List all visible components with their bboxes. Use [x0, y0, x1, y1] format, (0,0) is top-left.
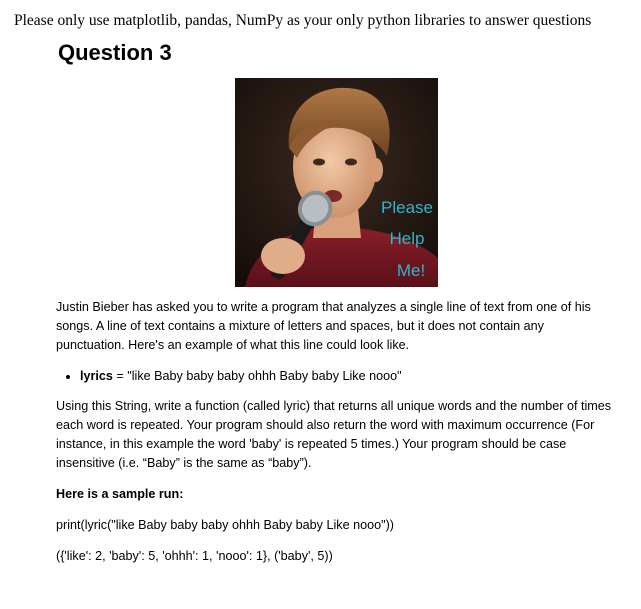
overlay-line-1: Please	[381, 198, 433, 217]
overlay-line-3: Me!	[396, 261, 426, 280]
overlay-line-2: Help	[389, 229, 425, 248]
task-paragraph: Using this String, write a function (called lyric) that returns all unique words and the number of times each word is repeated. Your program should also return the word with maximum occurrence (For instance, in this example the word 'baby' is repeated 5 times.) Your program should be case insensitive (i.e. “Baby” is the same as “baby”).	[56, 399, 612, 470]
question-title: Question 3	[58, 40, 172, 65]
sample-output: ({'like': 2, 'baby': 5, 'ohhh': 1, 'nooo': 1}, ('baby', 5))	[56, 549, 333, 563]
sample-call: print(lyric("like Baby baby baby ohhh Baby baby Like nooo"))	[56, 518, 394, 532]
sample-run-heading: Here is a sample run:	[56, 487, 184, 501]
instruction-note: Please only use matplotlib, pandas, NumPy as your only python libraries to answer questions	[14, 12, 592, 29]
photo-illustration	[235, 78, 438, 287]
example-list	[56, 367, 616, 386]
lyrics-value: = "like Baby baby baby ohhh Baby baby Like nooo"	[112, 369, 402, 383]
lyrics-key: lyrics	[80, 369, 113, 383]
lyrics-example	[80, 367, 616, 386]
intro-paragraph: Justin Bieber has asked you to write a program that analyzes a single line of text from one of his songs. A line of text contains a mixture of letters and spaces, but it does not contain any punctuation. Here's an example of what this line could look like.	[56, 300, 591, 352]
question-image	[235, 78, 438, 287]
question-body	[56, 298, 616, 566]
